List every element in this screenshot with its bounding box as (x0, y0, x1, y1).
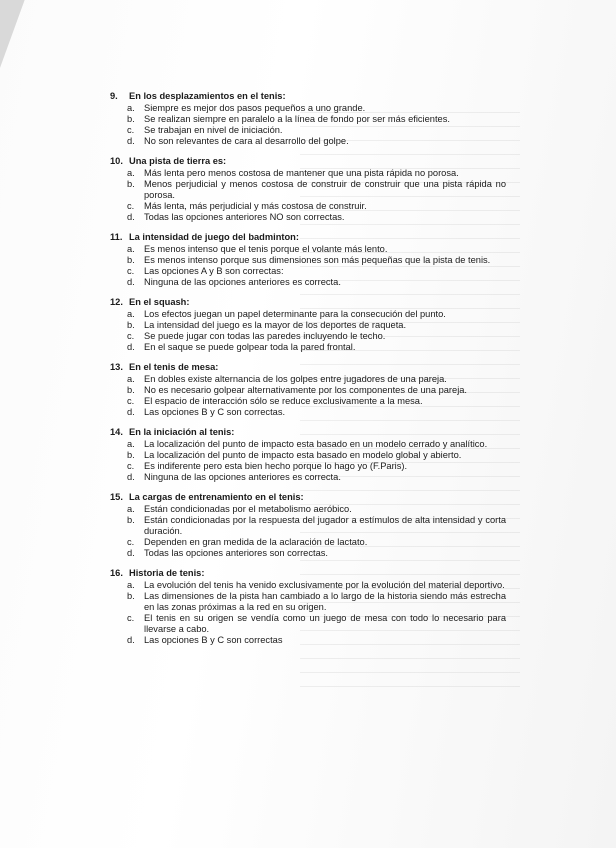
option-letter: d. (127, 136, 135, 146)
answer-option (110, 515, 506, 537)
question-block (110, 297, 506, 353)
option-text: Más lenta, más perjudicial y más costosa de construir. (144, 201, 367, 211)
answer-option (110, 635, 506, 646)
option-text: Dependen en gran medida de la aclaración de lactato. (144, 537, 368, 547)
answer-option (110, 179, 506, 201)
question-block (110, 492, 506, 559)
question-title (110, 427, 506, 438)
question-number: 16. (110, 568, 123, 578)
option-letter: d. (127, 212, 135, 222)
answer-option (110, 266, 506, 277)
question-number: 11. (110, 232, 123, 242)
option-text: Se puede jugar con todas las paredes incluyendo le techo. (144, 331, 386, 341)
question-text: En el squash: (129, 297, 190, 307)
option-text: Están condicionadas por el metabolismo aeróbico. (144, 504, 352, 514)
answer-option (110, 548, 506, 559)
option-letter: a. (127, 439, 135, 449)
option-letter: b. (127, 385, 135, 395)
option-text: El tenis en su origen se vendía como un juego de mesa con todo lo necesario para llevarse a cabo. (144, 613, 506, 634)
answer-option (110, 168, 506, 179)
option-text: No es necesario golpear alternativamente por los componentes de una pareja. (144, 385, 468, 395)
option-text: La localización del punto de impacto esta basado en un modelo cerrado y analítico. (144, 439, 488, 449)
option-text: Todas las opciones anteriores NO son correctas. (144, 212, 345, 222)
question-text: En los desplazamientos en el tenis: (129, 91, 286, 101)
option-letter: d. (127, 407, 135, 417)
answer-option (110, 255, 506, 266)
option-letter: d. (127, 635, 135, 645)
question-text: Una pista de tierra es: (129, 156, 227, 166)
question-block (110, 232, 506, 288)
question-number: 9. (110, 91, 118, 101)
option-text: Ninguna de las opciones anteriores es correcta. (144, 277, 341, 287)
answer-option (110, 537, 506, 548)
option-text: Es indiferente pero esta bien hecho porque lo hago yo (F.Paris). (144, 461, 408, 471)
question-block (110, 568, 506, 646)
answer-option (110, 461, 506, 472)
option-letter: a. (127, 244, 135, 254)
option-text: Es menos intenso que el tenis porque el volante más lento. (144, 244, 388, 254)
question-number: 14. (110, 427, 123, 437)
question-block (110, 91, 506, 147)
answer-option (110, 136, 506, 147)
option-letter: d. (127, 277, 135, 287)
question-title (110, 232, 506, 243)
option-letter: c. (127, 331, 135, 341)
answer-option (110, 114, 506, 125)
option-text: La evolución del tenis ha venido exclusivamente por la evolución del material deportivo. (144, 580, 505, 590)
option-letter: c. (127, 396, 135, 406)
question-number: 10. (110, 156, 123, 166)
question-number: 12. (110, 297, 123, 307)
answer-option (110, 309, 506, 320)
question-text: En el tenis de mesa: (129, 362, 219, 372)
answer-option (110, 385, 506, 396)
answer-option (110, 450, 506, 461)
question-text: Historia de tenis: (129, 568, 205, 578)
option-text: Se realizan siempre en paralelo a la línea de fondo por ser más eficientes. (144, 114, 450, 124)
answer-option (110, 407, 506, 418)
option-text: Los efectos juegan un papel determinante para la consecución del punto. (144, 309, 446, 319)
question-block (110, 362, 506, 418)
answer-option (110, 342, 506, 353)
option-letter: b. (127, 591, 135, 601)
answer-option (110, 320, 506, 331)
option-text: Están condicionadas por la respuesta del jugador a estímulos de alta intensidad y corta duración. (144, 515, 506, 536)
answer-option (110, 212, 506, 223)
option-letter: b. (127, 515, 135, 525)
answer-option (110, 331, 506, 342)
answer-option (110, 472, 506, 483)
answer-option (110, 201, 506, 212)
option-text: Se trabajan en nivel de iniciación. (144, 125, 283, 135)
question-number: 13. (110, 362, 123, 372)
answer-option (110, 439, 506, 450)
option-text: La intensidad del juego es la mayor de los deportes de raqueta. (144, 320, 407, 330)
option-letter: b. (127, 450, 135, 460)
answer-option (110, 103, 506, 114)
question-block (110, 427, 506, 483)
option-text: Siempre es mejor dos pasos pequeños a uno grande. (144, 103, 366, 113)
option-letter: c. (127, 461, 135, 471)
question-title (110, 362, 506, 373)
question-text: La cargas de entrenamiento en el tenis: (129, 492, 304, 502)
option-letter: d. (127, 472, 135, 482)
answer-option (110, 244, 506, 255)
option-letter: b. (127, 320, 135, 330)
option-letter: b. (127, 114, 135, 124)
option-text: No son relevantes de cara al desarrollo del golpe. (144, 136, 349, 146)
answer-option (110, 396, 506, 407)
answer-option (110, 125, 506, 136)
answer-option (110, 591, 506, 613)
option-text: Las opciones B y C son correctas. (144, 407, 286, 417)
option-text: Más lenta pero menos costosa de mantener que una pista rápida no porosa. (144, 168, 459, 178)
answer-option (110, 277, 506, 288)
option-letter: c. (127, 537, 135, 547)
answer-option (110, 613, 506, 635)
option-letter: a. (127, 580, 135, 590)
question-title (110, 297, 506, 308)
question-number: 15. (110, 492, 123, 502)
option-letter: c. (127, 125, 135, 135)
question-block (110, 156, 506, 223)
question-text: La intensidad de juego del badminton: (129, 232, 299, 242)
answer-option (110, 504, 506, 515)
option-text: En el saque se puede golpear toda la pared frontal. (144, 342, 356, 352)
option-letter: b. (127, 255, 135, 265)
question-title (110, 492, 506, 503)
option-text: Las opciones B y C son correctas (144, 635, 283, 645)
option-letter: c. (127, 266, 135, 276)
option-text: En dobles existe alternancia de los golpes entre jugadores de una pareja. (144, 374, 447, 384)
option-letter: d. (127, 342, 135, 352)
option-text: Las opciones A y B son correctas: (144, 266, 284, 276)
answer-option (110, 580, 506, 591)
question-text: En la iniciación al tenis: (129, 427, 235, 437)
option-letter: a. (127, 103, 135, 113)
answer-option (110, 374, 506, 385)
option-letter: d. (127, 548, 135, 558)
option-text: Menos perjudicial y menos costosa de construir de construir que una pista rápida no porosa. (144, 179, 506, 200)
option-letter: a. (127, 168, 135, 178)
option-text: Todas las opciones anteriores son correctas. (144, 548, 328, 558)
option-text: La localización del punto de impacto esta basado en modelo global y abierto. (144, 450, 462, 460)
option-letter: a. (127, 374, 135, 384)
option-letter: b. (127, 179, 135, 189)
option-letter: c. (127, 613, 135, 623)
question-title (110, 568, 506, 579)
question-title (110, 91, 506, 102)
option-letter: a. (127, 309, 135, 319)
option-text: El espacio de interacción sólo se reduce exclusivamente a la mesa. (144, 396, 423, 406)
option-text: Las dimensiones de la pista han cambiado a lo largo de la historia siendo más estrecha en las zonas próximas a la red en su origen. (144, 591, 506, 612)
option-text: Ninguna de las opciones anteriores es correcta. (144, 472, 341, 482)
option-letter: c. (127, 201, 135, 211)
question-title (110, 156, 506, 167)
question-list (110, 91, 506, 655)
option-letter: a. (127, 504, 135, 514)
option-text: Es menos intenso porque sus dimensiones son más pequeñas que la pista de tenis. (144, 255, 491, 265)
